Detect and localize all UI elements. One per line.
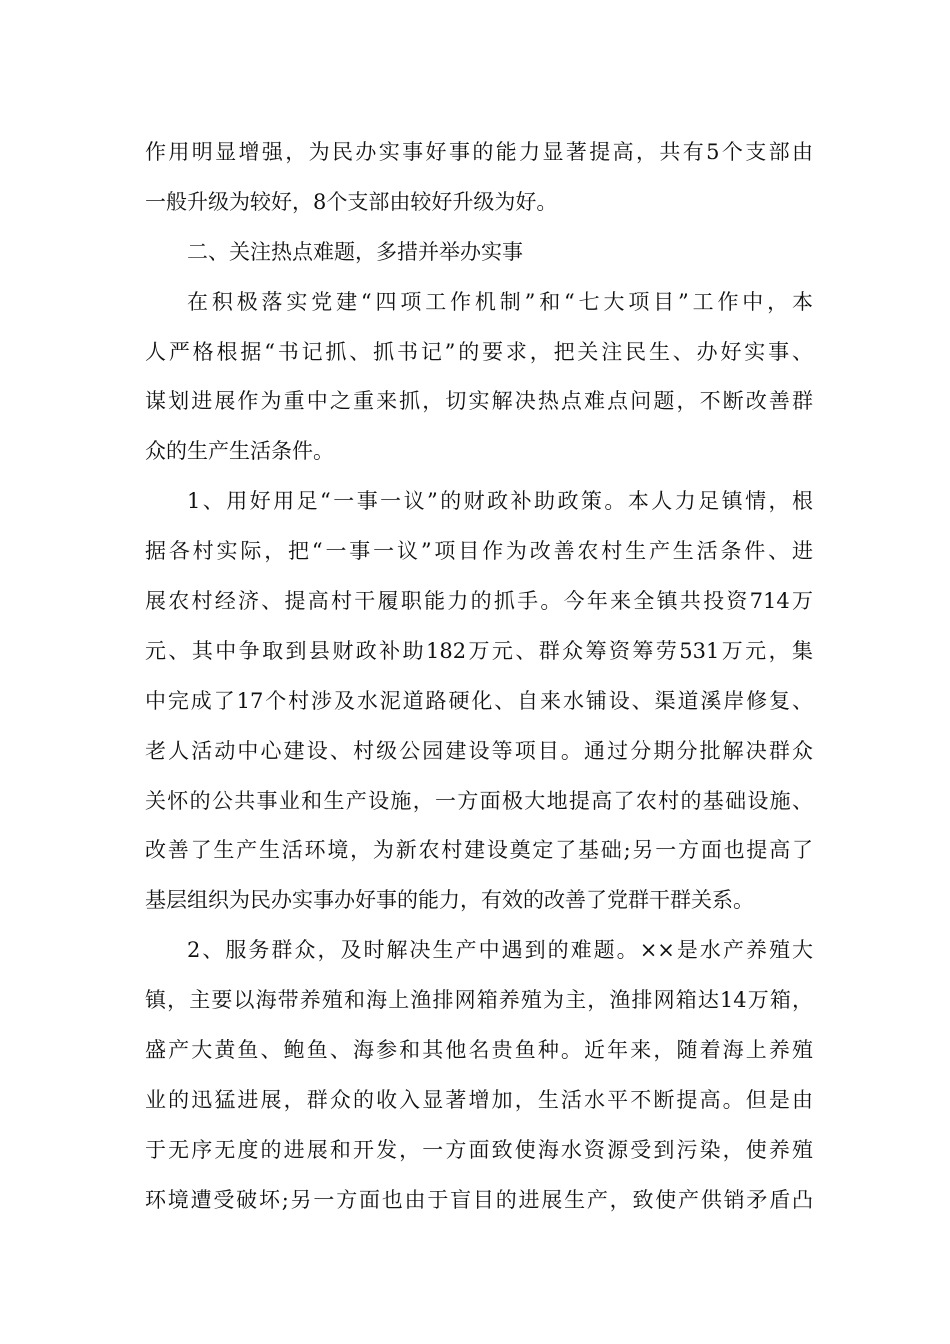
paragraph-line: 2、服务群众，及时解决生产中遇到的难题。××是水产养殖大	[187, 938, 813, 963]
paragraph-line: 于无序无度的进展和开发，一方面致使海水资源受到污染，使养殖	[145, 1137, 813, 1162]
paragraph-line: 展农村经济、提高村干履职能力的抓手。今年来全镇共投资714万	[145, 589, 813, 614]
paragraph-line: 环境遭受破坏;另一方面也由于盲目的进展生产，致使产供销矛盾凸	[145, 1187, 813, 1212]
paragraph-line: 中完成了17个村涉及水泥道路硬化、自来水铺设、渠道溪岸修复、	[145, 688, 813, 713]
paragraph-line: 谋划进展作为重中之重来抓，切实解决热点难点问题，不断改善群	[145, 389, 813, 414]
paragraph-line: 改善了生产生活环境，为新农村建设奠定了基础;另一方面也提高了	[145, 838, 813, 863]
paragraph-line: 业的迅猛进展，群众的收入显著增加，生活水平不断提高。但是由	[145, 1087, 813, 1112]
paragraph-line: 人严格根据“书记抓、抓书记”的要求，把关注民生、办好实事、	[145, 339, 813, 364]
paragraph-line: 元、其中争取到县财政补助182万元、群众筹资筹劳531万元，集	[145, 638, 813, 663]
paragraph-line: 关怀的公共事业和生产设施，一方面极大地提高了农村的基础设施、	[145, 788, 813, 813]
paragraph-line: 1、用好用足“一事一议”的财政补助政策。本人力足镇情，根	[187, 489, 813, 514]
paragraph-line: 在积极落实党建“四项工作机制”和“七大项目”工作中，本	[187, 289, 813, 314]
paragraph-line: 一般升级为较好，8个支部由较好升级为好。	[145, 189, 558, 214]
paragraph-line: 作用明显增强，为民办实事好事的能力显著提高，共有5个支部由	[145, 140, 813, 164]
paragraph-line: 据各村实际，把“一事一议”项目作为改善农村生产生活条件、进	[145, 539, 813, 564]
paragraph-line: 基层组织为民办实事办好事的能力，有效的改善了党群干群关系。	[145, 888, 754, 913]
paragraph-line: 镇，主要以海带养殖和海上渔排网箱养殖为主，渔排网箱达14万箱，	[145, 988, 813, 1013]
paragraph-line: 老人活动中心建设、村级公园建设等项目。通过分期分批解决群众	[145, 738, 813, 763]
paragraph-line: 众的生产生活条件。	[145, 439, 334, 464]
section-heading: 二、关注热点难题，多措并举办实事	[187, 239, 523, 264]
document-body	[145, 128, 813, 1226]
paragraph-line: 盛产大黄鱼、鲍鱼、海参和其他名贵鱼种。近年来，随着海上养殖	[145, 1038, 813, 1063]
